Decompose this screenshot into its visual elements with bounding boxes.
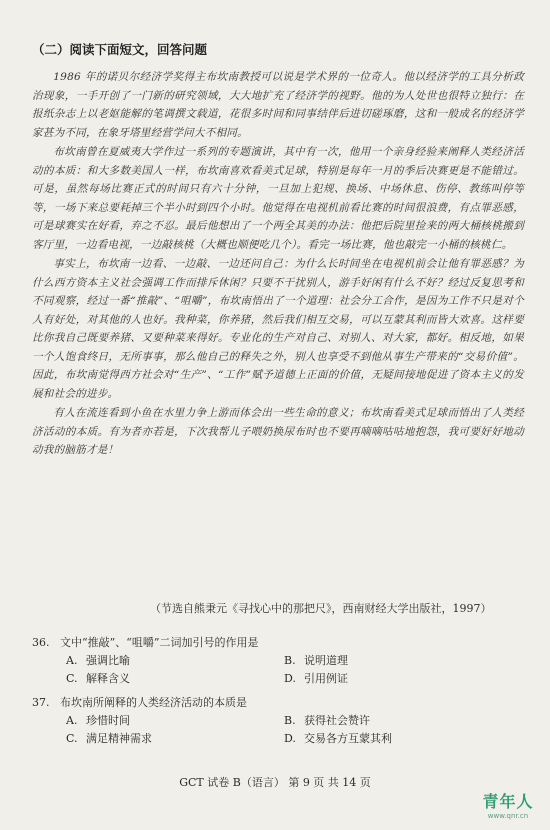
option-a[interactable]: A. 珍惜时间 xyxy=(66,714,130,727)
option-d[interactable]: D. 交易各方互蒙其利 xyxy=(284,732,392,745)
watermark-url: www.qnr.cn xyxy=(487,812,529,820)
option-c[interactable]: C. 解释含义 xyxy=(66,672,130,685)
question-37 xyxy=(32,694,524,748)
passage-paragraph-4: 有人在流连看到小鱼在水里力争上游而体会出一些生命的意义；布坎南看美式足球而悟出了人类经济活动的本质。有为者亦若是，下次我帮儿子喂奶换尿布时也不要再嘀嘀咕咕地抱怨，我可要好好地动动我的脑筋才是！ xyxy=(32,407,524,456)
passage-paragraph-3: 事实上，布坎南一边看、一边敲、一边还问自己：为什么长时间坐在电视机前会让他有罪恶感？为什么西方资本主义社会强调工作而排斥休闲？只要不干扰别人，游手好闲有什么不好？经过反复思考和不同观察，经过一番“推敲”、“咀嚼”，布坎南悟出了一个道理：社会分工合作，是因为工作不只是对个人有好处，对其他的人也好。我种菜，你养猪，然后我们相互交易，可以互蒙其利而皆大欢喜。这样要比你我自己既要养猪、又要种菜来得好。专业化的生产对自己、对别人、对大家，都好。相反地，如果一个人饱食终日，无所事事，那么他自己的释失之外，别人也享受不到他从事生产带来的“交易价值”。因此，布坎南觉得西方社会对“生产”、“工作”赋予道德上正面的价值，无疑间接地促进了资本主义的发展和社会的进步。 xyxy=(32,258,524,400)
option-b[interactable]: B. 说明道理 xyxy=(284,654,348,667)
option-d[interactable]: D. 引用例证 xyxy=(284,672,348,685)
question-number: 37. xyxy=(32,696,50,709)
watermark-text: 青年人 xyxy=(482,792,534,811)
option-c[interactable]: C. 满足精神需求 xyxy=(66,732,152,745)
question-options xyxy=(66,652,524,688)
reading-passage xyxy=(32,68,524,461)
question-number: 36. xyxy=(32,636,50,649)
option-a[interactable]: A. 强调比喻 xyxy=(66,654,130,667)
passage-source: （节选自熊秉元《寻找心中的那把尺》，西南财经大学出版社，1997） xyxy=(150,602,492,615)
page-footer: GCT 试卷 B（语言） 第 9 页 共 14 页 xyxy=(179,776,371,789)
question-stem: 布坎南所阐释的人类经济活动的本质是 xyxy=(60,696,247,709)
option-b[interactable]: B. 获得社会赞许 xyxy=(284,714,370,727)
site-watermark-logo xyxy=(478,789,538,820)
question-stem: 文中“推敲”、“咀嚼”二词加引号的作用是 xyxy=(60,636,259,649)
question-36 xyxy=(32,634,524,688)
question-options xyxy=(66,712,524,748)
passage-paragraph-1: 1986 年的诺贝尔经济学奖得主布坎南教授可以说是学术界的一位奇人。他以经济学的工具分析政治现象，一手开创了一门新的研究领域，大大地扩充了经济学的视野。他的为人处世也很特立独行：在报纸杂志上以老妪能解的笔调撰文载道，花很多时间和同事结伴后进切磋琢磨，这和一般成名的经济学家甚为不同，在象牙塔里经营学问大不相同。 xyxy=(32,71,524,139)
questions-list xyxy=(32,634,524,754)
section-title: （二）阅读下面短文，回答问题 xyxy=(32,42,208,57)
passage-paragraph-2: 布坎南曾在夏威夷大学作过一系列的专题演讲，其中有一次，他用一个亲身经验来阐释人类经济活动的本质：和大多数美国人一样，布坎南喜欢看美式足球，特别是每年一月的季后决赛更是不能错过。可是，虽然每场比赛正式的时间只有六十分钟，一旦加上犯规、换场、中场休息、伤停、教练叫停等等，一场下来总要耗掉三个半小时到四个小时。他觉得在电视机前看比赛的时间很浪费，有点罪恶感，可是球赛实在好看，弃之不忍。最后他想出了一个两全其美的办法：他把后院里捡来的两大桶核桃搬到客厅里，一边看电视，一边敲核桃（大概也顺便吃几个）。看完一场比赛，他也敲完一小桶的核桃仁。 xyxy=(32,146,524,251)
